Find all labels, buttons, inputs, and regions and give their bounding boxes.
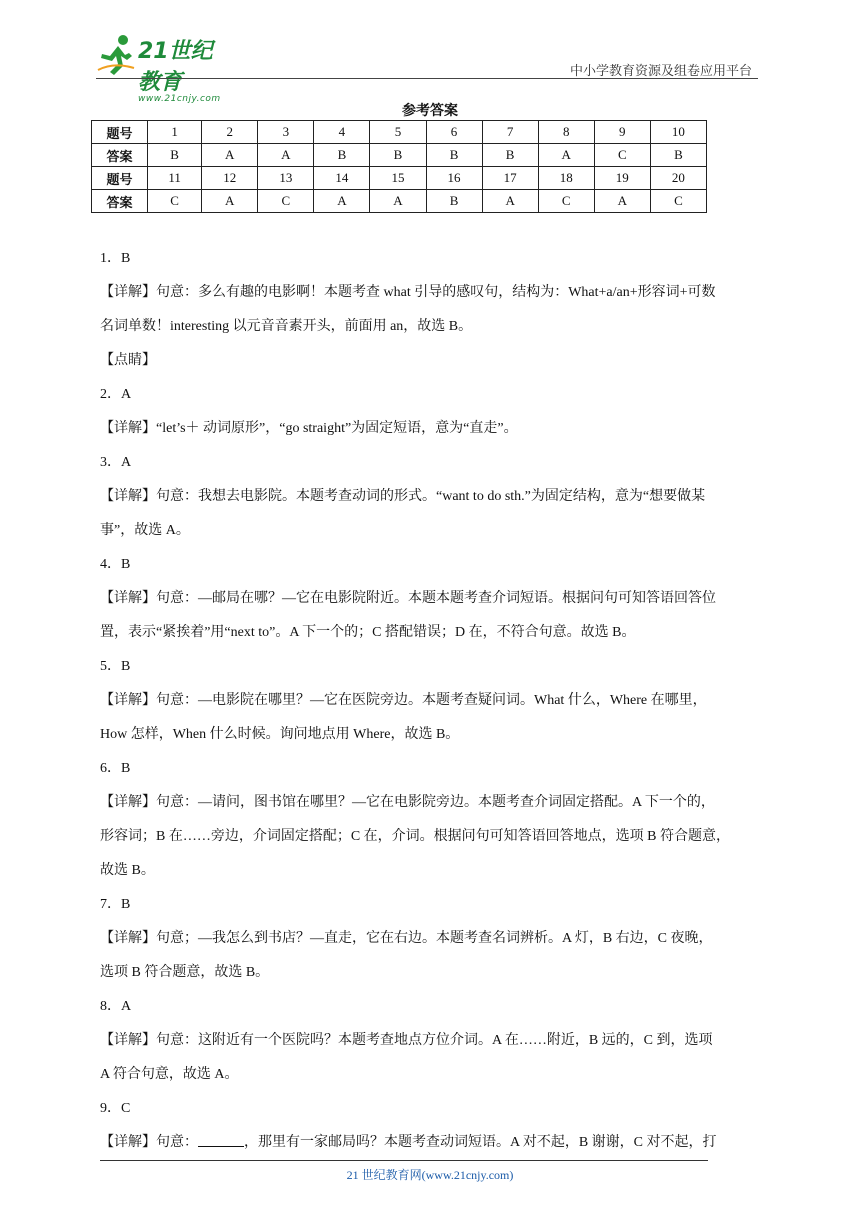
- question-number: 16: [426, 167, 482, 190]
- text-line: 1．B: [100, 251, 131, 266]
- answer-blank: [198, 1132, 244, 1147]
- text-line: 事”，故选 A。: [100, 523, 190, 538]
- question-number: 14: [314, 167, 370, 190]
- text-line: 6．B: [100, 761, 131, 776]
- answer-table: [91, 120, 707, 213]
- text-line: 8．A: [100, 999, 132, 1014]
- answer-cell: C: [594, 144, 650, 167]
- logo-url: www.21cnjy.com: [138, 94, 221, 104]
- answer-cell: B: [426, 144, 482, 167]
- answer-cell: C: [148, 190, 202, 213]
- text-line: 故选 B。: [100, 863, 155, 878]
- question-number: 7: [482, 121, 538, 144]
- answer-cell: A: [202, 190, 258, 213]
- text-line: 【点睛】: [100, 353, 156, 368]
- question-number: 2: [202, 121, 258, 144]
- question-number: 3: [258, 121, 314, 144]
- footer-divider: [100, 1160, 708, 1161]
- text-line: 【详解】句意；—我怎么到书店？—直走，它在右边。本题考查名词辨析。A 灯，B 右边，C 夜晚，: [100, 931, 713, 946]
- text-line: 5．B: [100, 659, 131, 674]
- question-number: 6: [426, 121, 482, 144]
- question-number: 9: [594, 121, 650, 144]
- answer-cell: A: [594, 190, 650, 213]
- answer-cell: B: [370, 144, 426, 167]
- table-row: [92, 190, 707, 213]
- question-number: 8: [538, 121, 594, 144]
- text-line: 【详解】句意：多么有趣的电影啊！本题考查 what 引导的感叹句，结构为：What+a/an+形容词+可数: [100, 285, 716, 300]
- row-label: 答案: [92, 144, 148, 167]
- text-line: 【详解】句意：我想去电影院。本题考查动词的形式。“want to do sth.”为固定结构，意为“想要做某: [100, 489, 706, 504]
- row-label: 答案: [92, 190, 148, 213]
- page-header: [96, 30, 758, 104]
- answer-cell: B: [482, 144, 538, 167]
- text-line: 7．B: [100, 897, 131, 912]
- header-divider: [96, 78, 758, 79]
- table-row: [92, 167, 707, 190]
- text-line: How 怎样，When 什么时候。询问地点用 Where，故选 B。: [100, 727, 460, 742]
- text-line: 名词单数！interesting 以元音音素开头，前面用 an，故选 B。: [100, 319, 473, 334]
- text-line: 【详解】句意：—请问，图书馆在哪里？—它在电影院旁边。本题考查介词固定搭配。A 下一个的，: [100, 795, 715, 810]
- question-number: 5: [370, 121, 426, 144]
- row-label: 题号: [92, 121, 148, 144]
- text-line-with-blank: [100, 1126, 764, 1160]
- text-line: 形容词；B 在……旁边，介词固定搭配；C 在，介词。根据问句可知答语回答地点，选项 B 符合题意，: [100, 829, 731, 844]
- footer-text: 21 世纪教育网(www.21cnjy.com): [346, 1168, 514, 1182]
- answer-cell: B: [650, 144, 706, 167]
- answer-cell: B: [148, 144, 202, 167]
- question-number: 19: [594, 167, 650, 190]
- text-line: 【详解】“let’s＋ 动词原形”，“go straight”为固定短语，意为“直走”。: [100, 421, 518, 436]
- explanations: [100, 242, 764, 1160]
- answer-cell: A: [314, 190, 370, 213]
- text-line: 选项 B 符合题意，故选 B。: [100, 965, 270, 980]
- answer-title: 参考答案: [402, 103, 458, 119]
- text-line: 【详解】句意：—电影院在哪里？—它在医院旁边。本题考查疑问词。What 什么，Where 在哪里，: [100, 693, 707, 708]
- question-number: 13: [258, 167, 314, 190]
- question-number: 10: [650, 121, 706, 144]
- runner-logo-icon: [96, 32, 136, 76]
- question-number: 18: [538, 167, 594, 190]
- question-number: 20: [650, 167, 706, 190]
- text-prefix: 【详解】句意：: [100, 1135, 198, 1150]
- text-line: 3．A: [100, 455, 132, 470]
- question-number: 15: [370, 167, 426, 190]
- text-line: 9．C: [100, 1101, 131, 1116]
- text-suffix: ，那里有一家邮局吗？本题考查动词短语。A 对不起，B 谢谢，C 对不起，打: [244, 1135, 717, 1150]
- platform-name: 中小学教育资源及组卷应用平台: [569, 64, 752, 79]
- answer-cell: C: [538, 190, 594, 213]
- logo-title: 21世纪教育: [138, 39, 213, 95]
- question-number: 17: [482, 167, 538, 190]
- question-number: 11: [148, 167, 202, 190]
- answer-cell: A: [370, 190, 426, 213]
- table-row: [92, 144, 707, 167]
- logo: [96, 32, 221, 104]
- text-line: 【详解】句意：—邮局在哪？—它在电影院附近。本题本题考查介词短语。根据问句可知答语回答位: [100, 591, 716, 606]
- logo-text: [138, 34, 221, 104]
- table-row: [92, 121, 707, 144]
- text-line: 【详解】句意：这附近有一个医院吗？本题考查地点方位介词。A 在……附近，B 远的，C 到，选项: [100, 1033, 713, 1048]
- row-label: 题号: [92, 167, 148, 190]
- question-number: 12: [202, 167, 258, 190]
- answer-cell: A: [202, 144, 258, 167]
- answer-cell: A: [482, 190, 538, 213]
- answer-cell: B: [426, 190, 482, 213]
- answer-cell: B: [314, 144, 370, 167]
- text-line: 置，表示“紧挨着”用“next to”。A 下一个的；C 搭配错误；D 在，不符合句意。故选 B。: [100, 625, 636, 640]
- question-number: 4: [314, 121, 370, 144]
- text-line: 4．B: [100, 557, 131, 572]
- answer-cell: C: [650, 190, 706, 213]
- answer-cell: C: [258, 190, 314, 213]
- answer-cell: A: [258, 144, 314, 167]
- text-line: 2．A: [100, 387, 132, 402]
- question-number: 1: [148, 121, 202, 144]
- text-line: A 符合句意，故选 A。: [100, 1067, 239, 1082]
- answer-cell: A: [538, 144, 594, 167]
